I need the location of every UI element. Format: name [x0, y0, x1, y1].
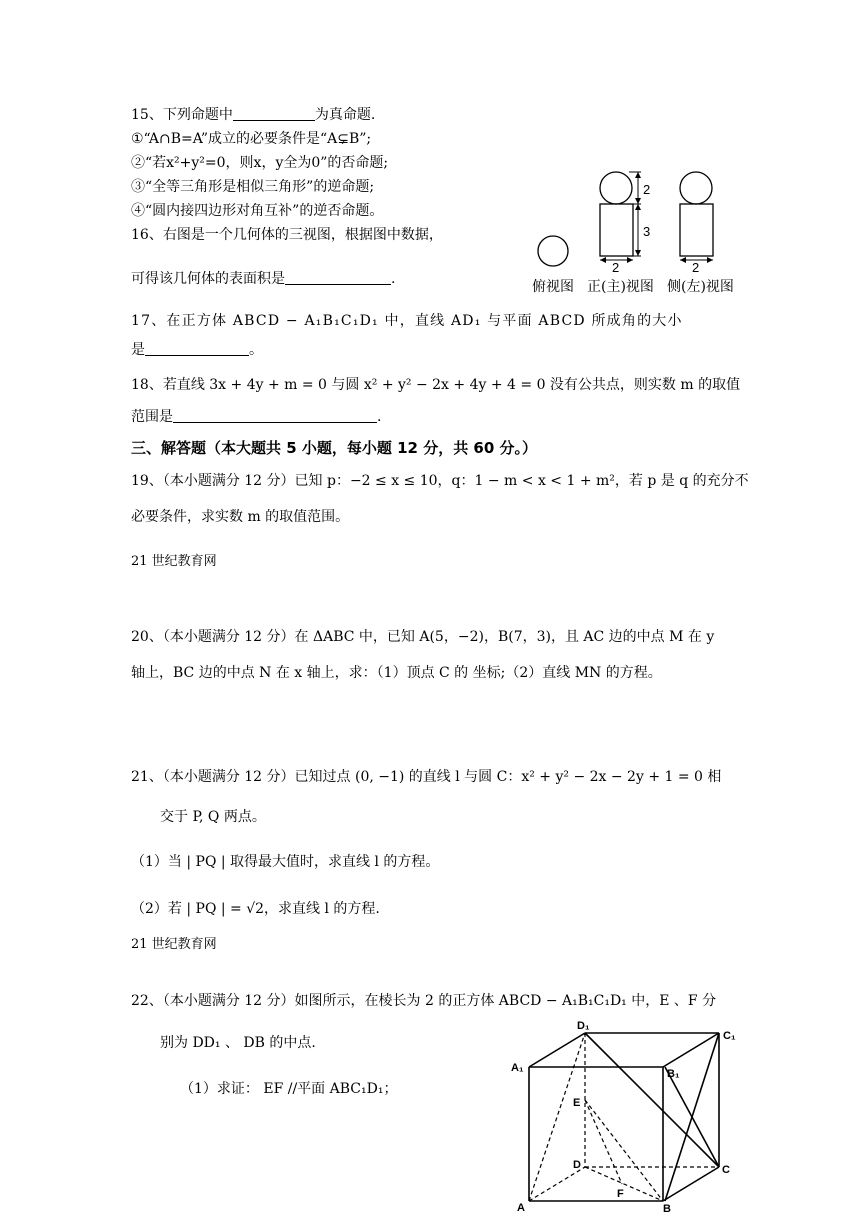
watermark-2: 21 世纪教育网 [131, 937, 217, 952]
label-D1: D₁ [577, 1020, 590, 1032]
front-view-circle [600, 172, 632, 204]
q15-item-4: ④“圆内接四边形对角互补”的逆否命题。 [131, 203, 384, 219]
label-C: C [722, 1164, 730, 1176]
label-B1: B₁ [667, 1068, 680, 1080]
q16-line-2-end: . [391, 271, 396, 287]
q17-line-1: 17、在正方体 ABCD − A₁B₁C₁D₁ 中，直线 AD₁ 与平面 ABCD 所成角的大小 [131, 313, 683, 329]
q15-stem [131, 106, 375, 124]
q17-answer-blank[interactable] [145, 341, 249, 356]
q20-line-1: 20、（本小题满分 12 分）在 ΔABC 中，已知 A(5，−2)，B(7，3)，且 AC 边的中点 M 在 y [131, 629, 715, 645]
q21-part-1: （1）当 | PQ | 取得最大值时，求直线 l 的方程。 [131, 854, 440, 870]
q18-line-2 [131, 408, 381, 426]
q16-line-1: 16、右图是一个几何体的三视图，根据图中数据， [131, 227, 443, 243]
top-view-circle [538, 236, 568, 266]
caption-top-view: 俯视图 [532, 279, 574, 295]
label-A: A [517, 1202, 525, 1214]
q18-line-1: 18、若直线 3x + 4y + m = 0 与圆 x² + y² − 2x + 4y + 4 = 0 没有公共点，则实数 m 的取值 [131, 377, 741, 393]
label-F: F [617, 1188, 624, 1200]
label-C1: C₁ [723, 1030, 736, 1042]
q21-line-1: 21、（本小题满分 12 分）已知过点 (0, −1) 的直线 l 与圆 C：x² + y² − 2x − 2y + 1 = 0 相 [131, 769, 722, 785]
q15-item-3: ③“全等三角形是相似三角形”的逆命题; [131, 179, 375, 195]
q16-line-2 [131, 270, 395, 288]
watermark-1: 21 世纪教育网 [131, 554, 217, 569]
side-view-rect [680, 204, 713, 256]
q15-stem-text-b: 为真命题. [314, 107, 376, 123]
q16-line-2-text: 可得该几何体的表面积是 [131, 271, 285, 287]
q18-answer-blank[interactable] [173, 408, 377, 423]
q22-line-1: 22、（本小题满分 12 分）如图所示，在棱长为 2 的正方体 ABCD − A₁B₁C₁D₁ 中，E 、F 分 [131, 993, 717, 1009]
q19-line-2: 必要条件，求实数 m 的取值范围。 [131, 509, 350, 525]
side-view-circle [680, 172, 712, 204]
q17-line-2-end: 。 [249, 342, 263, 358]
q22-line-2: 别为 DD₁ 、 DB 的中点. [160, 1035, 316, 1051]
q15-item-2: ②“若x²+y²=0，则x，y全为0”的否命题; [131, 155, 389, 171]
label-D: D [573, 1159, 581, 1171]
caption-front-view: 正(主)视图 [587, 279, 654, 295]
q20-line-2: 轴上，BC 边的中点 N 在 x 轴上，求：（1）顶点 C 的 坐标;（2）直线 MN 的方程。 [131, 665, 662, 681]
dim-top-label: 2 [643, 182, 651, 197]
label-B: B [663, 1203, 671, 1214]
label-E: E [573, 1097, 581, 1109]
front-view-rect [600, 204, 633, 256]
q17-line-2-text: 是 [131, 342, 145, 358]
q19-line-1: 19、（本小题满分 12 分）已知 p：−2 ≤ x ≤ 10，q：1 − m < x < 1 + m²，若 p 是 q 的充分不 [131, 473, 749, 489]
q22-part-1: （1）求证： EF //平面 ABC₁D₁； [180, 1081, 398, 1097]
dim-side-width-label: 2 [692, 260, 700, 275]
q18-line-2-text: 范围是 [131, 409, 173, 425]
q18-line-2-end: . [377, 409, 382, 425]
caption-side-view: 侧(左)视图 [667, 279, 734, 295]
q15-stem-text-a: 15、下列命题中 [131, 107, 233, 123]
dim-body-label: 3 [643, 224, 651, 239]
label-A1: A₁ [511, 1062, 524, 1074]
cube-figure [505, 1015, 750, 1214]
q17-line-2 [131, 341, 263, 359]
q21-part-2: （2）若 | PQ | = √2，求直线 l 的方程. [131, 901, 380, 917]
q15-answer-blank[interactable] [233, 106, 315, 121]
dim-front-width-label: 2 [612, 260, 620, 275]
q21-line-2: 交于 P, Q 两点。 [160, 809, 266, 825]
section-3-heading: 三、解答题（本大题共 5 小题，每小题 12 分，共 60 分。） [131, 439, 538, 457]
q16-answer-blank[interactable] [285, 270, 391, 285]
q15-item-1: ①“A∩B=A”成立的必要条件是“A⊊B”; [131, 131, 372, 147]
